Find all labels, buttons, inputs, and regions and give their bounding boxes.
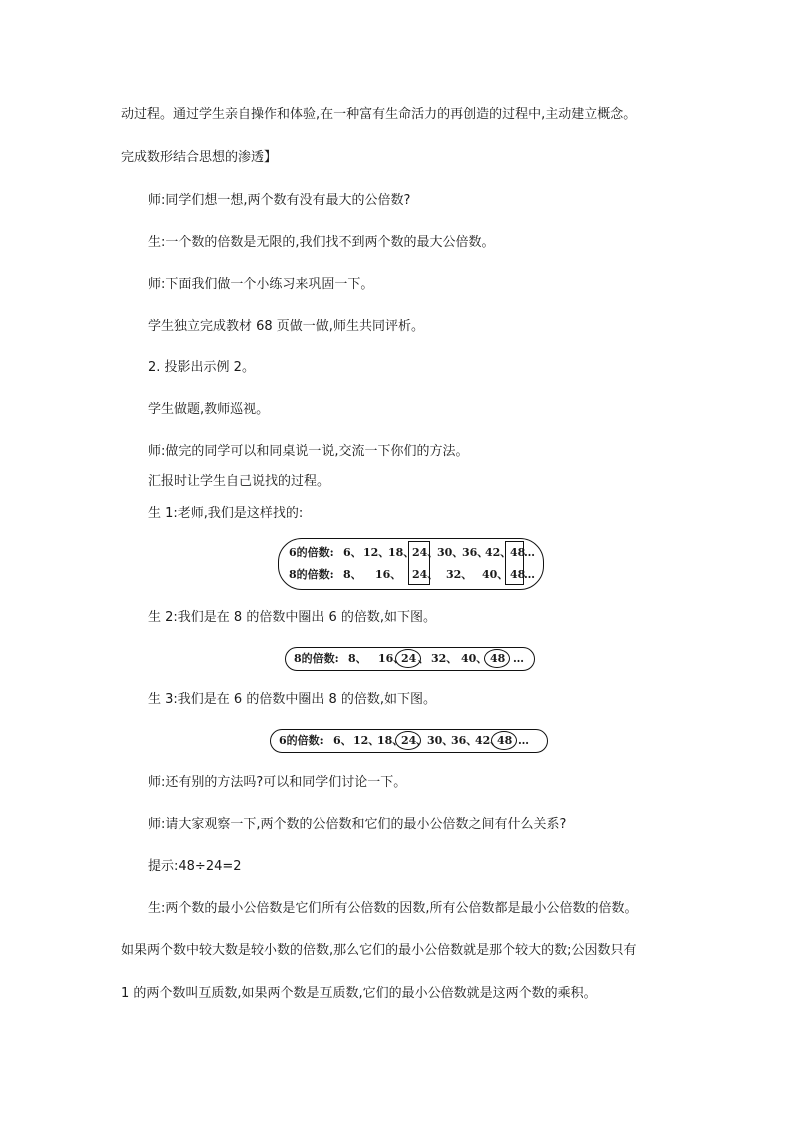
row-label: 8的倍数:	[294, 652, 339, 665]
multiples-figure-1	[278, 538, 544, 590]
paragraph-student-1: 生 1:老师,我们是这样找的:	[148, 506, 304, 521]
paragraph-section-end: 完成数形结合思想的渗透】	[121, 150, 278, 165]
circle-48	[491, 731, 517, 750]
multiple-value: 16、	[378, 652, 405, 665]
multiple-value: 8、	[348, 652, 367, 665]
multiple-value: 12、	[363, 546, 390, 559]
paragraph-rule-larger-multiple: 如果两个数中较大数是较小数的倍数,那么它们的最小公倍数就是那个较大的数;公因数只有	[121, 943, 637, 958]
row1-label: 6的倍数:	[289, 546, 334, 559]
paragraph-student-conclusion: 生:两个数的最小公倍数是它们所有公倍数的因数,所有公倍数都是最小公倍数的倍数。	[148, 901, 638, 916]
ellipsis: …	[518, 734, 529, 747]
multiple-value: 36、	[462, 546, 489, 559]
common-multiple-48-marker	[505, 541, 524, 585]
multiple-value: 48	[510, 568, 526, 581]
multiples-figure-2	[285, 647, 535, 671]
multiple-value: 6、	[333, 734, 352, 747]
ellipsis: …	[513, 652, 524, 665]
paragraph-student-2: 生 2:我们是在 8 的倍数中圈出 6 的倍数,如下图。	[148, 610, 436, 625]
row2-label: 8的倍数:	[289, 568, 334, 581]
multiple-value: 32、	[446, 568, 473, 581]
multiple-value: 42、	[485, 546, 512, 559]
multiple-value: 18、	[388, 546, 415, 559]
multiple-value: 6、	[343, 546, 362, 559]
ellipsis: …	[524, 546, 535, 559]
multiple-value: 30、	[427, 734, 454, 747]
paragraph-students-work: 学生做题,教师巡视。	[148, 402, 270, 417]
paragraph-rule-coprime: 1 的两个数叫互质数,如果两个数是互质数,它们的最小公倍数就是这两个数的乘积。	[121, 986, 597, 1001]
separator: 、	[416, 734, 427, 747]
multiple-value: 36、	[451, 734, 478, 747]
multiple-value: 32、	[431, 652, 458, 665]
multiple-value: 48	[490, 652, 506, 665]
multiple-value: 24	[401, 652, 417, 665]
paragraph-textbook-exercise: 学生独立完成教材 68 页做一做,师生共同评析。	[148, 319, 424, 334]
multiple-value: 48	[497, 734, 513, 747]
multiple-value: 48	[510, 546, 526, 559]
paragraph-teacher-observe: 师:请大家观察一下,两个数的公倍数和它们的最小公倍数之间有什么关系?	[148, 817, 567, 832]
multiple-value: 40、	[461, 652, 488, 665]
row-label: 6的倍数:	[279, 734, 324, 747]
multiple-value: 40、	[482, 568, 509, 581]
ellipsis: …	[524, 568, 535, 581]
paragraph-hint: 提示:48÷24=2	[148, 859, 242, 874]
paragraph-report: 汇报时让学生自己说找的过程。	[148, 474, 331, 489]
multiple-value: 30、	[437, 546, 464, 559]
paragraph-intro-continued: 动过程。通过学生亲自操作和体验,在一种富有生命活力的再创造的过程中,主动建立概念。	[121, 107, 637, 122]
multiple-value: 16、	[375, 568, 402, 581]
multiple-value: 24	[401, 734, 417, 747]
paragraph-teacher-discuss: 师:做完的同学可以和同桌说一说,交流一下你们的方法。	[148, 444, 469, 459]
multiple-value: 42、	[475, 734, 502, 747]
multiple-value: 24、	[412, 546, 439, 559]
paragraph-student-3: 生 3:我们是在 6 的倍数中圈出 8 的倍数,如下图。	[148, 692, 436, 707]
circle-48	[484, 649, 510, 668]
paragraph-teacher-other-methods: 师:还有别的方法吗?可以和同学们讨论一下。	[148, 775, 407, 790]
separator: 、	[418, 652, 429, 665]
paragraph-teacher-practice: 师:下面我们做一个小练习来巩固一下。	[148, 277, 374, 292]
common-multiple-24-marker	[408, 541, 430, 585]
paragraph-student-answer: 生:一个数的倍数是无限的,我们找不到两个数的最大公倍数。	[148, 235, 495, 250]
multiple-value: 8、	[343, 568, 362, 581]
paragraph-example-2: 2. 投影出示例 2。	[148, 360, 255, 375]
multiples-figure-3	[270, 729, 548, 753]
multiple-value: 24、	[412, 568, 439, 581]
circle-24	[395, 649, 421, 668]
circle-24	[395, 731, 421, 750]
multiple-value: 12、	[353, 734, 380, 747]
paragraph-teacher-question: 师:同学们想一想,两个数有没有最大的公倍数?	[148, 193, 411, 208]
multiple-value: 18、	[377, 734, 404, 747]
